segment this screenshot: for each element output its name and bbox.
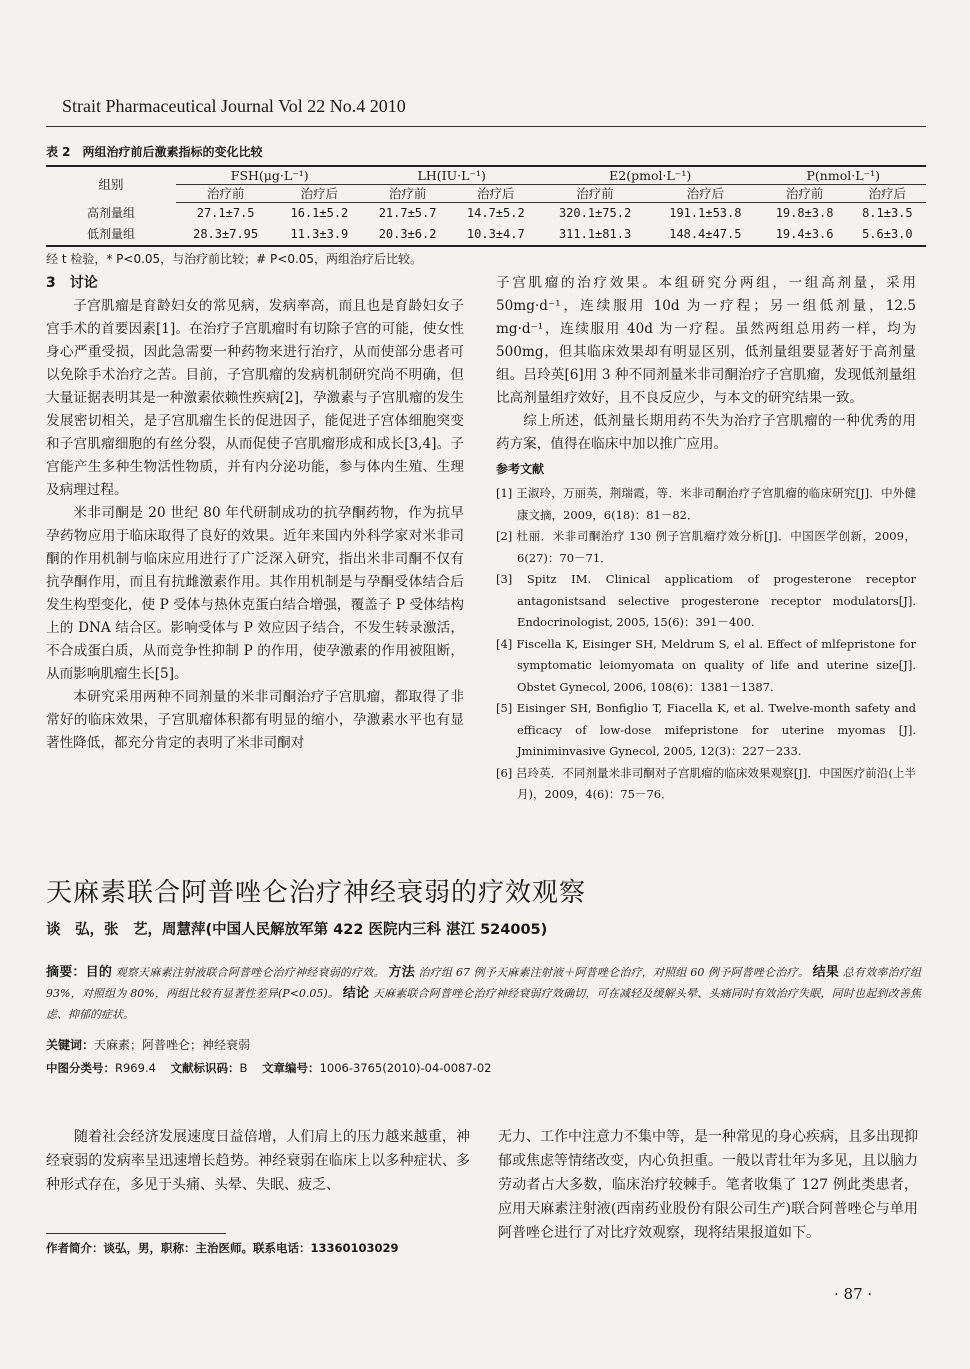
abstract-method: 治疗组 67 例予天麻素注射液＋阿普唑仑治疗，对照组 60 例予阿普唑仑治疗。 (418, 966, 809, 979)
header-rule (46, 126, 926, 127)
keywords: 天麻素；阿普唑仑；神经衰弱 (94, 1038, 251, 1052)
paragraph: 米非司酮是 20 世纪 80 年代研制成功的抗孕酮药物，作为抗早孕药物应用于临床取得了良好的效果。近年来国内外科学家对米非司酮的作用机制与临床应用进行了广泛深入研究，指出米非司酮不仅有抗孕酮作用，而且有抗雌激素作用。其作用机制是与孕酮受体结合后发生构型变化，使 P 受体与热休克蛋白结合增强，覆盖子 P 受体结构上的 DNA 结合区。影响受体与 P 效应因子结合，不发生转录激活，不合成蛋白质，从而竞争性抑制 P 的作用，使孕激素的作用被阻断，从而影响肌瘤生长[5]。 (46, 505, 464, 682)
row-label: 高剂量组 (86, 205, 135, 220)
classification-line (46, 1060, 491, 1076)
reference-item: [3] Spitz IM. Clinical applicatiom of progesterone receptor antagonistsand selective progesterone receptor modulators[J]. Endocrinologist, 2005, 15(6)：391－400. (496, 572, 916, 629)
group-col-e2: E2(pmol·L⁻¹) (540, 166, 761, 185)
abstract (46, 962, 921, 1025)
abstract-result: 总有效率治疗组 93%，对照组为 80%，两组比较有显著性差异(P<0.05)。 (46, 966, 922, 1000)
footnote-rule (46, 1233, 226, 1234)
paragraph: 随着社会经济发展速度日益倍增，人们肩上的压力越来越重，神经衰弱的发病率呈迅速增长趋势。神经衰弱在临床上以多种症状、多种形式存在，多见于头痛、头晕、失眠、疲乏、 (46, 1129, 470, 1193)
author-footnote: 作者简介：谈弘，男，职称：主治医师。联系电话：13360103029 (46, 1241, 399, 1255)
paragraph: 本研究采用两种不同剂量的米非司酮治疗子宫肌瘤，都取得了非常好的临床效果，子宫肌瘤体积都有明显的缩小，孕激素水平也有显著性降低，都充分肯定的表明了米非司酮对 (46, 689, 464, 751)
table-note: 经 t 检验，* P<0.05，与治疗前比较；# P<0.05，两组治疗后比较。 (46, 252, 423, 266)
sub-header: 治疗前 (176, 185, 275, 203)
body-left-column (46, 1125, 470, 1197)
table-cell: 10.3±4.7 (452, 224, 540, 246)
page-number: · 87 · (834, 1285, 873, 1303)
paragraph: 子宫肌瘤是育龄妇女的常见病，发病率高，而且也是育龄妇女子宫手术的首要因素[1]。在治疗子宫肌瘤时有切除子宫的可能，使女性身心严重受损，因此急需要一种药物来进行治疗，从而使部分患者可以免除手术治疗之苦。目前，子宫肌瘤的发病机制研究尚不明确，但大量证据表明其是一种激素依赖性疾病[2]，孕激素与子宫肌瘤的发生发展密切相关，是子宫肌瘤生长的促进因子，能促进子宫体细胞突变和子宫肌瘤细胞的有丝分裂，从而促使子宫肌瘤形成和成长[3,4]。子宫能产生多种生物活性物质，并有内分泌功能，参与体内生殖、生理及病理过程。 (46, 298, 464, 498)
table-cell: 16.1±5.2 (290, 206, 349, 220)
table-cell: 11.3±3.9 (275, 224, 363, 246)
discussion-left-column (46, 272, 464, 755)
table-cell: 191.1±53.8 (669, 206, 742, 220)
reference-item: [4] Fiscella K, Eisinger SH, Meldrum S, el al. Effect of mlfepristone for symptomatic leiomyomata on quality of life and uterine size[J]. Obstet Gynecol, 2006, 108(6)：1381－1387. (496, 636, 916, 694)
article-title: 天麻素联合阿普唑仑治疗神经衰弱的疗效观察 (46, 878, 587, 908)
sub-header: 治疗前 (363, 185, 451, 203)
table-cell: 21.7±5.7 (378, 206, 437, 220)
keywords-line (46, 1036, 250, 1053)
discussion-right-column (496, 272, 916, 806)
sub-header: 治疗后 (275, 185, 363, 203)
clc-value: R969.4 (115, 1061, 156, 1075)
table-cell: 320.1±75.2 (558, 206, 632, 220)
row-label: 低剂量组 (46, 224, 176, 246)
table-caption: 表 2 两组治疗前后激素指标的变化比较 (46, 145, 263, 159)
sub-header: 治疗前 (760, 185, 848, 203)
paragraph: 无力、工作中注意力不集中等，是一种常见的身心疾病，且多出现抑郁或焦虑等情绪改变，内心负担重。一般以青壮年为多见，且以脑力劳动者占大多数，临床治疗较棘手。笔者收集了 127 例此类患者，应用天麻素注射液(西南药业股份有限公司生产)联合阿普唑仑与单用阿普唑仑进行了对比疗效观察，现将结果报道如下。 (498, 1129, 918, 1241)
doc-code-label: 文献标识码： (170, 1061, 240, 1075)
sub-header: 治疗后 (452, 185, 540, 203)
method-label: 方法 (388, 965, 415, 980)
reference-list (496, 483, 916, 806)
body-right-column (498, 1125, 918, 1245)
table-cell: 148.4±47.5 (650, 224, 760, 246)
table-row (46, 224, 926, 246)
table-cell: 19.4±3.6 (760, 224, 848, 246)
group-col-p: P(nmol·L⁻¹) (760, 166, 926, 185)
table-cell: 19.8±3.8 (775, 206, 834, 220)
clc-label: 中图分类号： (46, 1061, 115, 1075)
article-authors: 谈 弘，张 艺，周慧萍(中国人民解放军第 422 医院内三科 湛江 524005) (46, 922, 548, 938)
result-label: 结果 (812, 965, 840, 980)
table-row (46, 203, 926, 225)
group-col-lh: LH(IU·L⁻¹) (363, 166, 539, 185)
reference-item: [6] 吕玲英．不同剂量米非司酮对子宫肌瘤的临床效果观察[J]．中国医疗前沿(上半月)，2009，4(6)：75－76． (496, 765, 916, 801)
sub-header: 治疗前 (540, 185, 650, 203)
keywords-label: 关键词： (46, 1038, 95, 1052)
table-cell: 20.3±6.2 (363, 224, 451, 246)
sub-header: 治疗后 (650, 185, 760, 203)
table-cell: 8.1±3.5 (862, 206, 913, 220)
section-heading: 3 讨论 (46, 275, 98, 291)
paragraph: 综上所述，低剂量长期用药不失为治疗子宫肌瘤的一种优秀的用药方案，值得在临床中加以推广应用。 (496, 413, 916, 452)
reference-item: [5] Eisinger SH, Bonfiglio T, Fiacella K, et al. Twelve-month safety and efficacy of low-dose mifepristone for uterine myomas [J]. Jminiminvasive Gynecol, 2005, 12(3)：227－233. (496, 701, 916, 758)
article-no-label: 文章编号： (262, 1061, 320, 1075)
article-no-value: 1006-3765(2010)-04-0087-02 (319, 1061, 492, 1075)
group-header: 组别 (46, 166, 176, 203)
doc-code-value: B (239, 1061, 248, 1075)
table-cell: 5.6±3.0 (849, 224, 926, 246)
table-cell: 311.1±81.3 (540, 224, 650, 246)
abstract-objective: 观察天麻素注射液联合阿普唑仑治疗神经衰弱的疗效。 (115, 966, 385, 979)
abstract-conclusion: 天麻素联合阿普唑仑治疗神经衰弱疗效确切，可在减轻及缓解头晕、头痛同时有效治疗失眠，同时也起到改善焦虑、抑郁的症状。 (46, 987, 921, 1021)
journal-header: Strait Pharmaceutical Journal Vol 22 No.4 2010 (62, 96, 406, 116)
table-cell: 14.7±5.2 (466, 206, 525, 220)
table-cell: 28.3±7.95 (176, 224, 275, 246)
reference-item: [2] 杜丽．米非司酮治疗 130 例子宫肌瘤疗效分析[J]．中国医学创新，2009，6(27)：70－71． (496, 529, 916, 565)
conclusion-label: 结论 (342, 986, 370, 1001)
group-col-fsh: FSH(μg·L⁻¹) (176, 166, 363, 185)
paragraph: 子宫肌瘤的治疗效果。本组研究分两组，一组高剂量，采用 50mg·d⁻¹，连续服用 10d 为一疗程；另一组低剂量，12.5 mg·d⁻¹，连续服用 40d 为一疗程。虽然两组总用药一样，均为 500mg，但其临床效果却有明显区别，低剂量组要显著好于高剂量组。吕玲英[6]用 3 种不同剂量米非司酮治疗子宫肌瘤，发现低剂量组比高剂量组疗效好，且不良反应少，与本文的研究结果一致。 (496, 275, 916, 406)
hormone-table (46, 165, 926, 247)
reference-item: [1] 王淑玲，万丽英，荆瑞霞，等．米非司酮治疗子宫肌瘤的临床研究[J]．中外健康文摘，2009，6(18)：81－82． (496, 486, 916, 522)
abstract-label: 摘要：目的 (46, 965, 113, 980)
table-cell: 27.1±7.5 (196, 206, 255, 220)
references-heading: 参考文献 (496, 462, 545, 476)
sub-header: 治疗后 (849, 185, 926, 203)
